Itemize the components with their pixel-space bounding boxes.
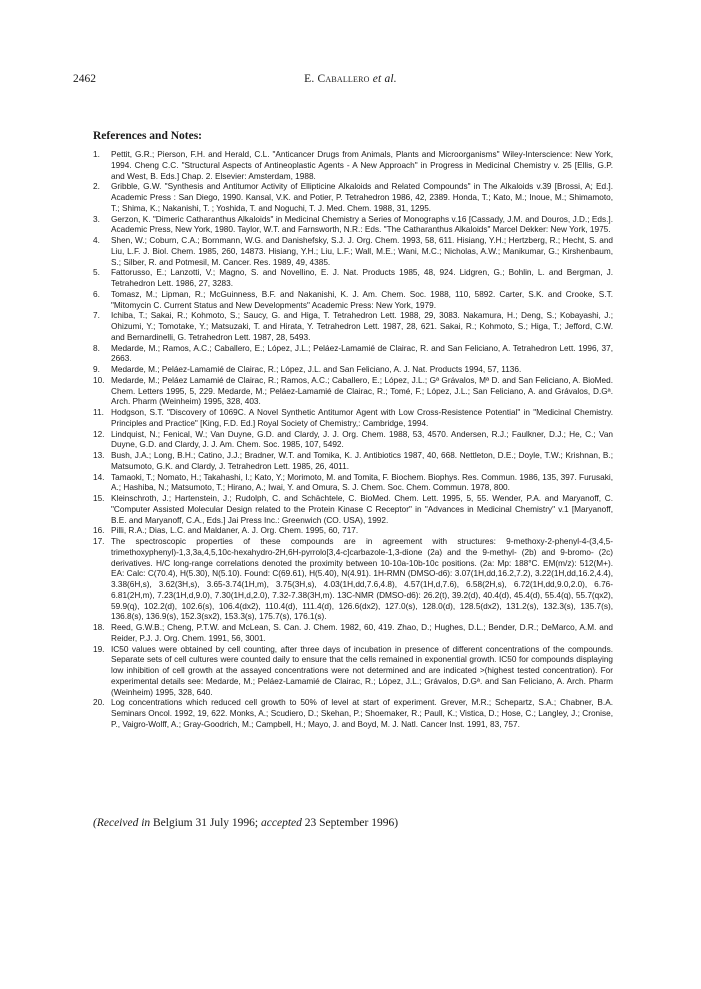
reference-text: Log concentrations which reduced cell growth to 50% of level at start of experiment. Grever, M.R.; Schepartz, S.A.; Chabner, B.A. Seminars Oncol. 1992, 19, 622. Monks, A.; Scudiero, D.; Skehan, P.; Shoemaker, R.; Paull, K.; Vistica, D.; Hose, C.; Langley, J.; Cronise, P., Vaigro-Wolff, A.; Gray-Goodrich, M.; Campbell, H.; Mayo, J. and Boyd, M. J. Natl. Cancer Inst. 1991, 83, 757. [111, 698, 613, 729]
reference-number: 14. [93, 472, 105, 482]
running-head-et-al: et al. [372, 73, 397, 85]
reference-number: 13. [93, 451, 105, 460]
reference-item [93, 344, 613, 366]
reference-item [93, 268, 613, 290]
reference-number: 19. [93, 644, 105, 654]
reference-number: 15. [93, 494, 105, 503]
reference-number: 10. [93, 375, 105, 385]
reference-item [93, 311, 613, 343]
reference-item [93, 473, 613, 495]
reference-item [93, 150, 613, 182]
reference-number: 9. [93, 365, 100, 374]
reference-item [93, 645, 613, 699]
reference-item [93, 408, 613, 430]
reference-number: 12. [93, 429, 105, 439]
reference-number: 3. [93, 214, 100, 224]
reference-text: Hodgson, S.T. "Discovery of 1069C. A Novel Synthetic Antitumor Agent with Low Cross-Resistence Potential" in "Medicinal Chemistry. Principles and Practice" [King, F.D. Ed.] Royal Society of Chemistry,: Cambridge, 1994. [111, 408, 613, 428]
reference-number: 8. [93, 343, 100, 353]
reference-number: 20. [93, 698, 105, 708]
reference-text: Gerzon, K. "Dimeric Catharanthus Alkaloids" in Medicinal Chemistry a Series of Monographs v.16 [Cassady, J.M. and Douros, J.D.; Eds.]. Academic Press, New York, 1980. Taylor, W.T. and Farnsworth, N.R.: Eds. "The Catharanthus Alkaloids" Marcel Dekker: New York, 1975. [111, 214, 613, 235]
reference-number: 2. [93, 182, 100, 192]
reference-item [93, 698, 613, 730]
received-accepted-note [93, 817, 398, 829]
running-head-author: E. Caballero [304, 73, 370, 85]
received-place: Belgium [153, 817, 193, 829]
reference-item [93, 623, 613, 645]
reference-list [93, 150, 613, 731]
page-number: 2462 [73, 73, 96, 85]
reference-text: Tamaoki, T.; Nomato, H.; Takahashi, I.; Kato, Y.; Morimoto, M. and Tomita, F. Biochem. Biophys. Res. Commun. 1986, 135, 397. Furusaki, A.; Hashiba, N.; Matsumoto, T.; Hirano, A.; Iwai, Y. and Omura, S. J. Chem. Soc. Chem. Commun. 1978, 800. [111, 472, 613, 493]
reference-text: Pilli, R.A.; Dias, L.C. and Maldaner, A. J. Org. Chem. 1995, 60, 717. [111, 526, 359, 536]
reference-text: Reed, G.W.B.; Cheng, P.T.W. and McLean, S. Can. J. Chem. 1982, 60, 419. Zhao, D.; Hughes, D.L.; Bender, D.R.; DeMarco, A.M. and Reider, P.J. J. Org. Chem. 1991, 56, 3001. [111, 623, 613, 643]
reference-item [93, 430, 613, 452]
reference-number: 17. [93, 537, 105, 546]
reference-text: Medarde, M.; Peláez-Lamamié de Clairac, R.; López, J.L. and San Feliciano, A. J. Nat. Products 1994, 57, 1136. [111, 365, 522, 374]
running-head [0, 73, 701, 85]
reference-text: Medarde, M.; Ramos, A.C.; Caballero, E.; López, J.L.; Peláez-Lamamié de Clairac, R. and San Feliciano, A. Tetrahedron Lett. 1996, 37, 2663. [111, 343, 613, 364]
reference-item [93, 215, 613, 237]
reference-item [93, 290, 613, 312]
accepted-date: 23 September 1996) [304, 817, 399, 829]
reference-item [93, 376, 613, 408]
reference-text: Lindquist, N.; Fenical, W.; Van Duyne, G.D. and Clardy, J. J. Org. Chem. 1988, 53, 4570. Andersen, R.J.; Faulkner, D.J.; He, C.; Van Duyne, G.D. and Clardy, J. J. Am. Chem. Soc. 1985, 107, 5492. [111, 429, 613, 450]
reference-text: Bush, J.A.; Long, B.H.; Catino, J.J.; Bradner, W.T. and Tomika, K. J. Antibiotics 1987, 40, 668. Nettleton, D.E.; Doyle, T.W.; Krishnan, B.; Matsumoto, G.K. and Clardy, J. Tetrahedron Lett. 1985, 26, 4011. [111, 451, 613, 471]
reference-number: 7. [93, 311, 100, 321]
reference-text: Gribble, G.W. "Synthesis and Antitumor Activity of Ellipticine Alkaloids and Related Compounds" in The Alkaloids v.39 [Brossi, A; Ed.]. Academic Press : San Diego, 1990. Kansal, V.K. and Potier, P. Tetrahedron 1986, 42, 2389. Honda, T.; Kato, M.; Inoue, M.; Shimamoto, T.; Shima, K.; Nakanishi, T. ; Yoshida, T. and Noguchi, T. J. Med. Chem. 1988, 31, 1295. [111, 182, 613, 213]
reference-item [93, 537, 613, 623]
reference-text: Ichiba, T.; Sakai, R.; Kohmoto, S.; Saucy, G. and Higa, T. Tetrahedron Lett. 1988, 29, 3083. Nakamura, H.; Deng, S.; Kobayashi, J.; Ohizumi, Y.; Tomotake, Y.; Matsuzaki, T. and Hirata, Y. Tetrahedron Lett. 1987, 28, 621. Sakai, R.; Kohmoto, S.; Higa, T.; Jefford, C.W. and Bernardinelli, G. Tetrahedron Lett. 1987, 28, 5493. [111, 311, 613, 342]
reference-text: Medarde, M.; Peláez Lamamié de Clairac, R.; Ramos, A.C.; Caballero, E.; López, J.L.; Gª Grávalos, Mª D. and San Feliciano, A. BioMed. Chem. Letters 1995, 5, 229. Medarde, M.; Peláez-Lamamié de Clairac, R.; Tomé, F.; López, J.L.; San Feliciano, A. and Grávalos, D.Gª. Arch. Pharm (Weinheim) 1995, 328, 403. [111, 375, 613, 407]
reference-item [93, 494, 613, 526]
reference-text: Fattorusso, E.; Lanzotti, V.; Magno, S. and Novellino, E. J. Nat. Products 1985, 48, 924. Lidgren, G.; Bohlin, L. and Bergman, J. Tetrahedron Lett. 1986, 27, 3283. [111, 268, 613, 288]
reference-text: Pettit, G.R.; Pierson, F.H. and Herald, C.L. "Anticancer Drugs from Animals, Plants and Microorganisms" Wiley-Interscience: New York, 1994. Cheng C.C. "Structural Aspects of Antineoplastic Agents - A New Approach" in Progress in Medicinal Chemistry v. 25 [Ellis, G.P. and West, B. Eds.] Chap. 2. Elsevier: Amsterdam, 1988. [111, 150, 613, 181]
reference-number: 16. [93, 526, 105, 536]
reference-text: Kleinschroth, J.; Hartenstein, J.; Rudolph, C. and Schächtele, C. BioMed. Chem. Lett. 1995, 5, 55. Wender, P.A. and Maryanoff, C. "Computer Assisted Molecular Design related to the Protein Kinase C Receptor" in "Advances in Medicinal Chemistry" v.1 [Maryanoff, B.E. and Maryanoff, C.A., Eds.] Jai Press Inc.: Greenwich (CO. USA), 1992. [111, 494, 613, 525]
reference-number: 1. [93, 150, 100, 159]
reference-text: The spectroscopic properties of these compounds are in agreement with structures: 9-methoxy-2-phenyl-4-(3,4,5-trimethoxyphenyl)-1,3,3a,4,5,10c-hexahydro-2H,6H-pyrrolo[3,4-c]carbazole-1,3-dione (2a) and the 9-methyl- (2b) and 9-bromo- (2c) derivatives. H/C long-range correlations denoted the proximity between 10-10a-10b-10c positions. (2a: Mp: 188°C. EM(m/z): 512(M+). EA: Calc: C(70.4), H(5.30), N(5.10). Found: C(69.61), H(5.40), N(4.91). 1H-RMN (DMSO-d6): 3.07(1H,dd,16.2,7.2), 3.22(1H,dd,16.2,4.4), 3.38(6H,s), 3.62(3H,s), 3.65-3.74(1H,m), 3.75(3H,s), 4.03(1H,dd,7.6,4.8), 4.57(1H,d,7.6), 6.58(2H,s), 6.72(1H,dd,9.0,2.0), 6.76-6.81(2H,m), 7.23(1H,d,9.0), 7.30(1H,d,2.0), 7.32-7.38(3H,m). 13C-NMR (DMSO-d6): 26.2(t), 39.2(d), 40.4(d), 45.4(d), 55.4(q), 55.7(qx2), 59.9(q), 102.2(d), 102.6(s), 106.4(dx2), 110.4(d), 111.4(d), 126.6(dx2), 127.0(s), 128.0(d), 128.5(dx2), 131.2(s), 132.3(s), 135.7(s), 136.8(s), 136.9(s), 152.3(sx2), 153.3(s), 175.7(s), 176.1(s). [111, 537, 613, 622]
received-label: (Received in [93, 817, 151, 829]
reference-text: Tomasz, M.; Lipman, R.; McGuinness, B.F. and Nakanishi, K. J. Am. Chem. Soc. 1988, 110, 5892. Carter, S.K. and Crooke, S.T. "Mitomycin C. Current Status and New Developments" Academic Press: New York, 1979. [111, 289, 613, 310]
reference-item [93, 182, 613, 214]
reference-text: IC50 values were obtained by cell counting, after three days of incubation in presence of different concentrations of the compounds. Separate sets of cell cultures were counted daily to ensure that the cells remained in exponential growth. IC50 for compounds displaying low inhibition of cell growth at the assayed concentrations were not determined and are indicated >(highest tested concentration). For experimental details see: Medarde, M.; Peláez-Lamamié de Clairac, R.; López, J.L.; Grávalos, D.Gª. and San Feliciano, A. Arch. Pharm (Weinheim) 1995, 328, 640. [111, 644, 613, 697]
reference-item [93, 526, 613, 537]
reference-text: Shen, W.; Coburn, C.A.; Bornmann, W.G. and Danishefsky, S.J. J. Org. Chem. 1993, 58, 611. Hisiang, Y.H.; Hertzberg, R.; Hecht, S. and Liu, L.F. J. Biol. Chem. 1985, 260, 14873. Hisiang, Y.H.; Liu, L.F.; Wall, M.E.; Wani, M.C.; Nicholas, A.W.; Manikumar, G.; Kirshenbaum, S.; Silber, R. and Potmesil, M. Cancer. Res. 1989, 49, 4385. [111, 236, 613, 267]
reference-number: 4. [93, 236, 100, 245]
accepted-label: accepted [261, 817, 302, 829]
section-title: References and Notes: [93, 130, 203, 142]
reference-number: 6. [93, 289, 100, 299]
reference-item [93, 365, 613, 376]
received-date: 31 July 1996; [195, 817, 259, 829]
reference-number: 5. [93, 268, 100, 278]
reference-number: 18. [93, 623, 105, 632]
reference-number: 11. [93, 408, 104, 417]
reference-item [93, 451, 613, 473]
reference-item [93, 236, 613, 268]
